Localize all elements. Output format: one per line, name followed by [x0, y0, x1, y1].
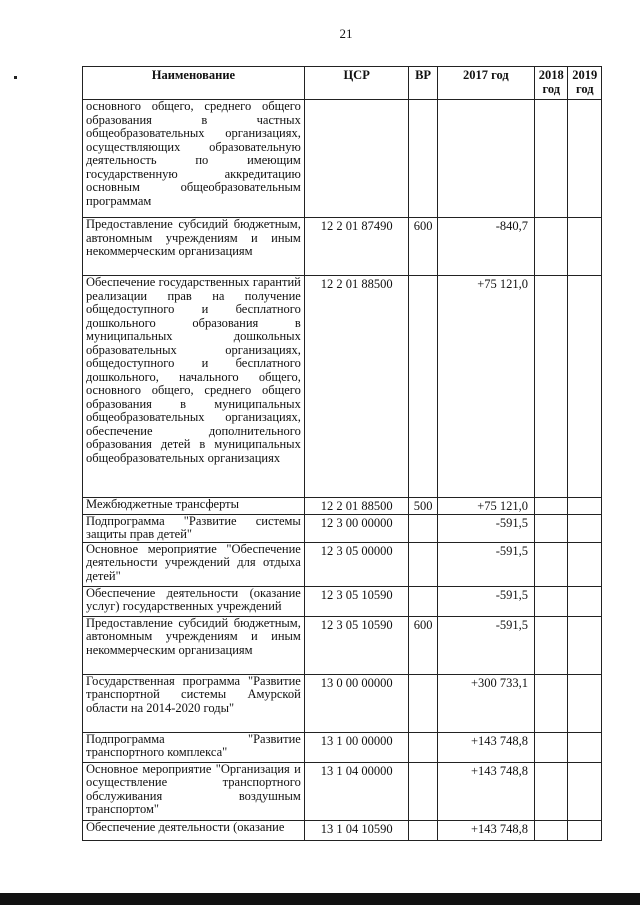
- row-2019: [568, 276, 602, 498]
- row-2018: [535, 762, 568, 820]
- header-csr: ЦСР: [304, 67, 409, 100]
- table-row: [83, 586, 602, 616]
- row-vr: [409, 674, 437, 732]
- table-row: [83, 616, 602, 674]
- table-row: [83, 762, 602, 820]
- row-vr: [409, 586, 437, 616]
- row-vr: 600: [409, 616, 437, 674]
- row-2017: [437, 100, 534, 218]
- row-2017: +75 121,0: [437, 276, 534, 498]
- table-row: [83, 498, 602, 515]
- header-2017: 2017 год: [437, 67, 534, 100]
- row-2019: [568, 820, 602, 840]
- header-vr: ВР: [409, 67, 437, 100]
- row-2019: [568, 732, 602, 762]
- row-vr: [409, 100, 437, 218]
- row-2018: [535, 732, 568, 762]
- scan-bottom-edge: [0, 893, 640, 905]
- table-row: [83, 542, 602, 586]
- row-2019: [568, 616, 602, 674]
- row-2017: +143 748,8: [437, 820, 534, 840]
- row-2018: [535, 498, 568, 515]
- row-2017: +300 733,1: [437, 674, 534, 732]
- row-2019: [568, 218, 602, 276]
- table-row: [83, 218, 602, 276]
- row-csr: 12 3 05 00000: [304, 542, 409, 586]
- scan-artifact-dot: [14, 76, 17, 79]
- row-vr: [409, 732, 437, 762]
- row-vr: [409, 542, 437, 586]
- row-2019: [568, 586, 602, 616]
- row-2017: -591,5: [437, 542, 534, 586]
- row-name: Государственная программа "Развитие транспортной системы Амурской области на 2014-2020 годы": [83, 674, 305, 732]
- header-2018: 2018 год: [535, 67, 568, 100]
- row-csr: 13 1 00 00000: [304, 732, 409, 762]
- row-csr: 12 3 05 10590: [304, 586, 409, 616]
- row-2018: [535, 542, 568, 586]
- row-2017: +143 748,8: [437, 732, 534, 762]
- row-csr: 13 1 04 00000: [304, 762, 409, 820]
- row-csr: 12 2 01 87490: [304, 218, 409, 276]
- table-row: [83, 276, 602, 498]
- row-name: Основное мероприятие "Организация и осуществление транспортного обслуживания воздушным транспортом": [83, 762, 305, 820]
- header-name: Наименование: [83, 67, 305, 100]
- row-name: Подпрограмма "Развитие транспортного комплекса": [83, 732, 305, 762]
- page-number: 21: [339, 26, 353, 41]
- table-row: [83, 674, 602, 732]
- row-name: Предоставление субсидий бюджетным, автономным учреждениям и иным некоммерческим организациям: [83, 616, 305, 674]
- row-2019: [568, 498, 602, 515]
- row-2017: -591,5: [437, 616, 534, 674]
- row-2019: [568, 542, 602, 586]
- row-2018: [535, 616, 568, 674]
- row-2017: -591,5: [437, 514, 534, 542]
- table-row: [83, 732, 602, 762]
- row-vr: 500: [409, 498, 437, 515]
- table-row: [83, 514, 602, 542]
- row-name: Обеспечение деятельности (оказание услуг) государственных учреждений: [83, 586, 305, 616]
- row-2017: -591,5: [437, 586, 534, 616]
- row-csr: 12 3 05 10590: [304, 616, 409, 674]
- row-vr: [409, 762, 437, 820]
- row-2019: [568, 674, 602, 732]
- row-name: Обеспечение деятельности (оказание: [83, 820, 305, 840]
- row-vr: [409, 276, 437, 498]
- row-2018: [535, 100, 568, 218]
- row-2019: [568, 514, 602, 542]
- row-vr: 600: [409, 218, 437, 276]
- row-vr: [409, 514, 437, 542]
- row-2019: [568, 100, 602, 218]
- row-name: Основное мероприятие "Обеспечение деятельности учреждений для отдыха детей": [83, 542, 305, 586]
- header-2019: 2019 год: [568, 67, 602, 100]
- row-name: Межбюджетные трансферты: [83, 498, 305, 515]
- row-2018: [535, 674, 568, 732]
- row-2018: [535, 218, 568, 276]
- table-row: [83, 820, 602, 840]
- table-row: [83, 100, 602, 218]
- row-2018: [535, 586, 568, 616]
- row-csr: 13 0 00 00000: [304, 674, 409, 732]
- row-2018: [535, 276, 568, 498]
- budget-table: [82, 66, 602, 841]
- row-csr: [304, 100, 409, 218]
- row-name: основного общего, среднего общего образования в частных общеобразовательных организациях, осуществляющих образовательную деятельность по имеющим государственную аккредитацию основным общеобразовательным программам: [83, 100, 305, 218]
- row-vr: [409, 820, 437, 840]
- row-name: Подпрограмма "Развитие системы защиты прав детей": [83, 514, 305, 542]
- row-csr: 13 1 04 10590: [304, 820, 409, 840]
- row-2017: -840,7: [437, 218, 534, 276]
- row-2019: [568, 762, 602, 820]
- row-csr: 12 3 00 00000: [304, 514, 409, 542]
- row-name: Предоставление субсидий бюджетным, автономным учреждениям и иным некоммерческим организациям: [83, 218, 305, 276]
- row-name: Обеспечение государственных гарантий реализации прав на получение общедоступного и бесплатного дошкольного образования в муниципальных дошкольных образовательных организациях, общедоступного и бесплатного дошкольного, начального общего, основного общего, среднего общего образования в муниципальных общеобразовательных организациях, обеспечение дополнительного образования детей в муниципальных общеобразовательных организациях: [83, 276, 305, 498]
- row-2018: [535, 514, 568, 542]
- table-header-row: [83, 67, 602, 100]
- row-2017: +143 748,8: [437, 762, 534, 820]
- row-csr: 12 2 01 88500: [304, 276, 409, 498]
- row-2018: [535, 820, 568, 840]
- row-2017: +75 121,0: [437, 498, 534, 515]
- row-csr: 12 2 01 88500: [304, 498, 409, 515]
